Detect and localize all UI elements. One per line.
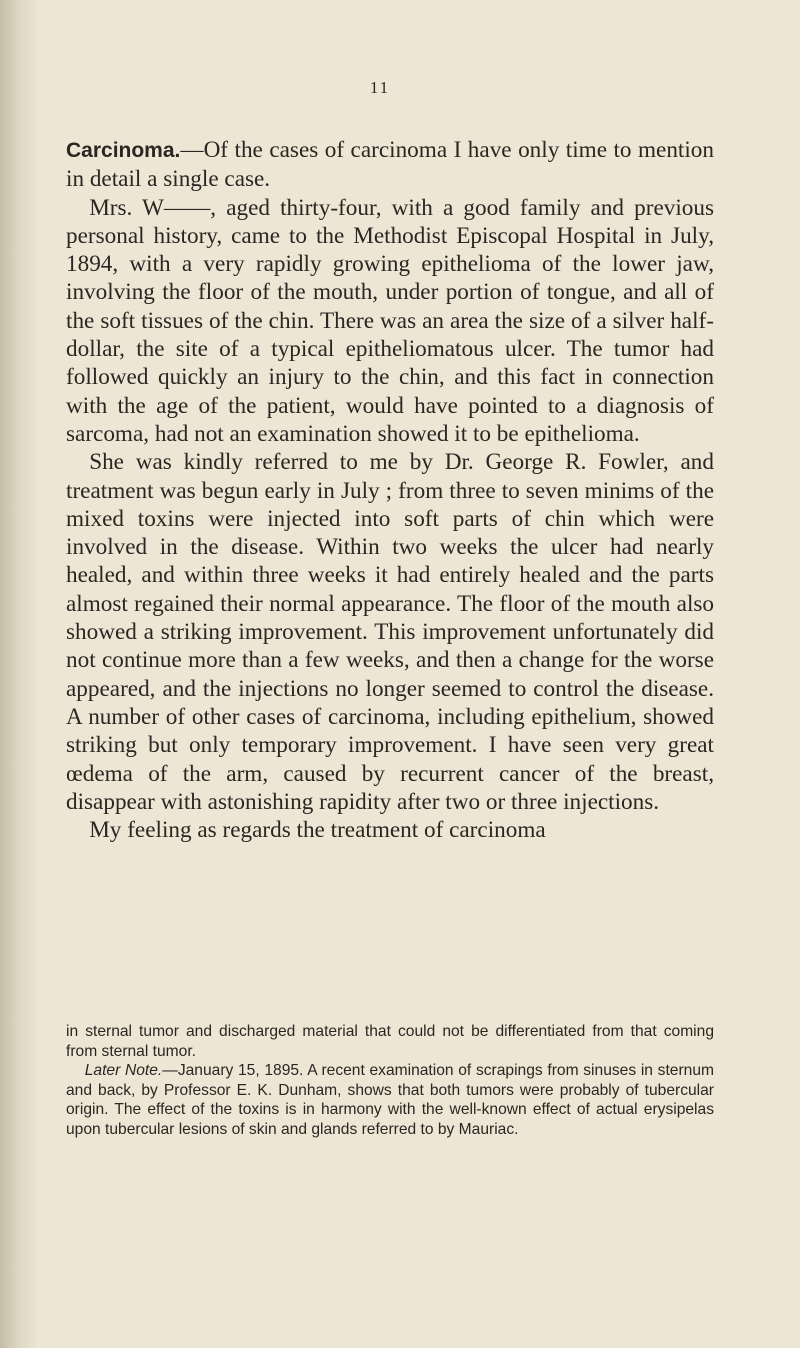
paragraph-feeling: My feeling as regards the treatment of carcinoma xyxy=(89,817,546,844)
paragraph-case: Mrs. W——, aged thirty-four, with a good family and previous personal history, came to the Methodist Episcopal Hospital in July, 1894, with a very rapidly growing epithelioma of the lower jaw, involving the floor of the mouth, under portion of tongue, and all of the soft tissues of the chin. There was an area the size of a silver half-dollar, the site of a typical epitheliomatous ulcer. The tumor had followed quickly an injury to the chin, and this fact in connection with the age of the patient, would have pointed to a diagnosis of sarcoma, had not an examination showed it to be epithelioma. xyxy=(66,194,714,447)
paragraph-intro xyxy=(66,136,714,194)
later-note-text: —January 15, 1895. A recent examination of scrapings from sinuses in sternum and back, by Professor E. K. Dunham, shows that both tumors were probably of tubercular origin. The effect of the toxins is in harmony with the well-known effect of actual erysipelas upon tubercular lesions of skin and glands referred to by Mauriac. xyxy=(66,1062,714,1138)
section-heading: Carcinoma. xyxy=(66,139,181,162)
footnote-later-note xyxy=(66,1061,714,1139)
paragraph-intro-text: —Of the cases of carcinoma I have only time to mention in detail a single case. xyxy=(66,137,714,193)
later-note-label: Later Note. xyxy=(84,1062,163,1080)
footnote-block xyxy=(66,1022,714,1140)
page-number: 11 xyxy=(369,78,391,97)
paragraph-treatment: She was kindly referred to me by Dr. George R. Fowler, and treatment was begun early in July ; from three to seven minims of the mixed toxins were injected into soft parts of chin which were involved in the disease. Within two weeks the ulcer had nearly healed, and within three weeks it had entirely healed and the parts almost regained their normal appearance. The floor of the mouth also showed a striking improvement. This improvement unfortunately did not continue more than a few weeks, and then a change for the worse appeared, and the injections no longer seemed to control the disease. A number of other cases of carcinoma, including epithelium, showed striking but only temporary improvement. I have seen very great œdema of the arm, caused by recurrent cancer of the breast, disappear with astonishing rapidity after two or three injections. xyxy=(66,449,714,815)
main-text xyxy=(66,136,714,844)
footnote-continuation: in sternal tumor and discharged material that could not be differentiated from that coming from sternal tumor. xyxy=(66,1023,714,1060)
